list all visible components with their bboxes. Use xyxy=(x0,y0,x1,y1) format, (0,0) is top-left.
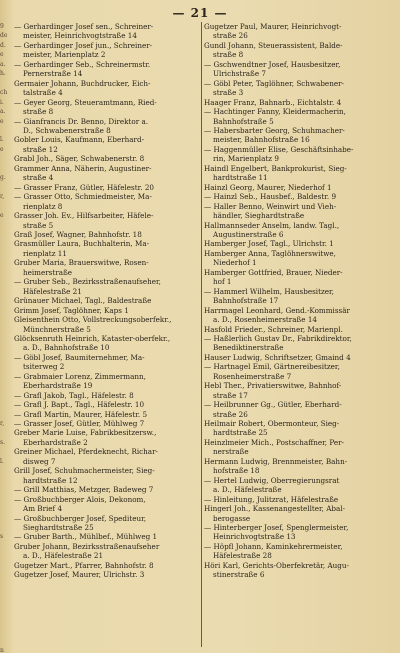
directory-entry-line: tsiterweg 2 xyxy=(23,362,65,372)
directory-entry-line: Hainzl Georg, Maurer, Niederhof 1 xyxy=(204,182,332,192)
directory-entry-line: Sieghardtstraße 25 xyxy=(23,523,94,533)
margin-fragment: a. xyxy=(0,108,6,116)
directory-entry-line: Eberhardstraße 2 xyxy=(23,437,88,447)
directory-entry-line: rin, Marienplatz 9 xyxy=(213,154,279,164)
margin-fragment: e xyxy=(0,51,4,59)
directory-entry-line: — Hainzl Seb., Hausbef., Baldestr. 9 xyxy=(204,192,337,202)
margin-fragment xyxy=(0,476,12,485)
directory-entry-line: Gugetzer Josef, Maurer, Ulrichstr. 3 xyxy=(14,570,145,580)
directory-entry-line: — Gerhardinger Josef sen., Schreiner- xyxy=(14,22,154,31)
directory-entry-line: Häfelestraße 21 xyxy=(23,286,82,296)
directory-entry-line: händler, Sieghardtstraße xyxy=(213,211,305,221)
directory-entry-line: Grill Josef, Schuhmachermeister, Sieg- xyxy=(14,466,155,476)
directory-entry-line: a. D., Rosenheimerstraße 14 xyxy=(213,315,317,325)
margin-fragment xyxy=(0,561,12,570)
directory-entry-line: Heilmair Robert, Obermonteur, Sieg- xyxy=(204,419,340,429)
directory-entry-line: a. D., Häfelestraße xyxy=(213,485,282,495)
directory-entry-line: Greber Marie Luise, Fabrikbesitzersw., xyxy=(14,428,157,438)
directory-entry-line: — Göbl Peter, Taglöhner, Schwabener- xyxy=(204,78,344,88)
margin-fragment xyxy=(0,608,12,617)
directory-entry-line: Gugetzer Paul, Maurer, Heinrichvogt- xyxy=(204,22,342,31)
directory-entry-line: D., Schwabenerstraße 8 xyxy=(23,125,111,135)
directory-entry-line: disweg 7 xyxy=(23,456,56,466)
directory-entry-line: — Hachtinger Fanny, Kleidermacherin, xyxy=(204,107,346,117)
directory-entry-line: Gobler Louis, Kaufmann, Eberhard- xyxy=(14,135,145,145)
margin-fragment: e xyxy=(0,117,4,125)
directory-entry-line: — Gruber Seb., Bezirksstraßenaufseher, xyxy=(14,277,161,287)
directory-entry-line: talstraße 4 xyxy=(23,88,63,98)
directory-entry-line: Augustinerstraße 6 xyxy=(213,229,284,239)
directory-entry-line: — Hammerl Wilhelm, Hausbesitzer, xyxy=(204,286,334,296)
margin-fragment xyxy=(0,343,12,352)
directory-entry-line: — Grabmaier Lorenz, Zimmermann, xyxy=(14,371,146,381)
directory-entry-line: — Höpfl Johann, Kaminkehrermeister, xyxy=(204,541,343,551)
directory-entry-line: straße 12 xyxy=(23,144,58,154)
directory-entry-line: straße 3 xyxy=(213,88,244,98)
directory-entry-line: a. D., Bahnhofstraße 10 xyxy=(23,343,110,353)
directory-entry-line: Rosenheimerstraße 7 xyxy=(213,371,292,381)
margin-fragment xyxy=(0,466,12,475)
margin-fragment xyxy=(0,362,12,371)
margin-fragment xyxy=(0,221,12,230)
directory-entry-line: heimerstraße xyxy=(23,267,73,277)
directory-entry-line: Hamberger Josef, Tagl., Ulrichstr. 1 xyxy=(204,239,334,249)
directory-entry-line: meister, Heinrichvogtstraße 14 xyxy=(23,31,137,41)
directory-entry-line: Hamberger Anna, Taglöhnerswitwe, xyxy=(204,248,336,258)
directory-entry-line: — Grasser Otto, Schmiedmeister, Ma- xyxy=(14,192,152,202)
directory-entry-line: straße 8 xyxy=(213,50,244,60)
directory-entry-line: Bahnhofstraße 5 xyxy=(213,116,274,126)
directory-entry-line: Grasmüller Laura, Buchhalterin, Ma- xyxy=(14,239,150,249)
margin-fragment: r, xyxy=(0,193,5,201)
margin-fragment xyxy=(0,636,12,645)
directory-entry-line: Grünauer Michael, Tagl., Baldestraße xyxy=(14,296,152,306)
margin-fragment xyxy=(0,589,12,598)
margin-fragment xyxy=(0,268,12,277)
directory-entry-line: Heinzlmeier Mich., Postschaffner, Per- xyxy=(204,437,344,447)
margin-fragment: s. xyxy=(0,438,5,446)
directory-entry-line: — Haller Benno, Weinwirt und Vieh- xyxy=(204,201,337,211)
margin-fragment xyxy=(0,325,12,334)
directory-entry-line: Ulrichstraße 7 xyxy=(213,69,266,79)
directory-entry-line: meister, Marienplatz 2 xyxy=(23,50,106,60)
directory-entry-line: Graß Josef, Wagner, Bahnhofstr. 18 xyxy=(14,229,142,239)
margin-fragment xyxy=(0,353,12,362)
margin-fragment: de xyxy=(0,32,8,40)
margin-fragment xyxy=(0,410,12,419)
directory-entry-line: Pernerstraße 14 xyxy=(23,69,83,79)
directory-entry-line: Gruber Johann, Bezirksstraßenaufseher xyxy=(14,541,160,551)
directory-entry-line: — Grasser Josef, Gütler, Mühlweg 7 xyxy=(14,419,145,429)
left-column xyxy=(14,22,200,649)
margin-fragment xyxy=(0,230,12,239)
directory-entry-line: Haindl Engelbert, Bankprokurist, Sieg- xyxy=(204,163,347,173)
margin-fragment: s xyxy=(0,533,4,541)
directory-entry-line: straße 8 xyxy=(23,107,54,117)
directory-entry-line: — Hinleitung, Julitzrat, Häfelestraße xyxy=(204,494,339,504)
directory-entry-line: Eberhardstraße 19 xyxy=(23,381,93,391)
directory-entry-line: Hasfold Frieder., Schreiner, Marienpl. xyxy=(204,324,343,334)
margin-fragment xyxy=(0,79,12,88)
directory-entry-line: — Hartnagel Emil, Gärtnereibesitzer, xyxy=(204,362,340,372)
directory-entry-line: Gundl Johann, Steuerassistent, Balde- xyxy=(204,40,343,50)
directory-entry-line: — Grafl Jakob, Tagl., Häfelestr. 8 xyxy=(14,390,134,400)
directory-entry-line: — Großbuchberger Josef, Spediteur, xyxy=(14,513,147,523)
directory-entry-line: Germaier Johann, Buchdrucker, Eich- xyxy=(14,78,151,88)
directory-entry-line: rienplatz 11 xyxy=(23,248,67,258)
directory-entry-line: Am Brief 4 xyxy=(23,504,63,514)
directory-entry-line: hofstraße 18 xyxy=(213,466,260,476)
margin-fragment: e xyxy=(0,212,4,220)
margin-fragment xyxy=(0,599,12,608)
directory-entry-line: meister, Bahnhofstraße 16 xyxy=(213,135,310,145)
directory-entry-line: Grabl Joh., Säger, Schwabenerstr. 8 xyxy=(14,154,145,164)
margin-fragment xyxy=(0,164,12,173)
margin-fragment: h. xyxy=(0,70,6,78)
right-column xyxy=(204,22,396,649)
margin-fragment xyxy=(0,372,12,381)
margin-fragment xyxy=(0,447,12,456)
margin-fragment xyxy=(0,296,12,305)
margin-fragment xyxy=(0,495,12,504)
margin-fragment xyxy=(0,391,12,400)
margin-fragment xyxy=(0,183,12,192)
directory-entry-line: — Göbl Josef, Baumiternehmer, Ma- xyxy=(14,352,145,362)
directory-entry-line: — Grafl Martin, Maurer, Häfelestr. 5 xyxy=(14,409,148,419)
directory-entry-line: Heinrichvogtstraße 13 xyxy=(213,532,296,542)
directory-entry-line: — Hinterberger Josef, Spenglermeister, xyxy=(204,523,349,533)
margin-fragment xyxy=(0,580,12,589)
margin-fragment xyxy=(0,400,12,409)
directory-entry-line: a. D., Häfelestraße 21 xyxy=(23,551,104,561)
directory-entry-line: — Habersbarter Georg, Schuhmacher- xyxy=(204,125,345,135)
page-number: — 21 — xyxy=(172,6,228,20)
margin-fragment: e xyxy=(0,145,4,153)
directory-entry-line: berogasse xyxy=(213,513,251,523)
directory-entry-line: straße 4 xyxy=(23,173,54,183)
directory-entry-line: Grasser Joh. Ev., Hilfsarbeiter, Häfele- xyxy=(14,211,154,221)
directory-entry-line: Hauser Ludwig, Schriftsetzer, Gmaind 4 xyxy=(204,352,351,362)
margin-fragment xyxy=(0,485,12,494)
directory-entry-line: Höri Karl, Gerichts-Oberfekretär, Augu- xyxy=(204,560,349,570)
directory-entry-line: — Grill Matthias, Metzger, Badeweg 7 xyxy=(14,485,154,495)
directory-entry-line: nerstraße xyxy=(213,447,249,457)
margin-fragment xyxy=(0,287,12,296)
directory-entry-line: Bahnhofstraße 17 xyxy=(213,296,279,306)
directory-entry-line: Niederhof 1 xyxy=(213,258,257,268)
margin-fragment xyxy=(0,627,12,636)
directory-entry-line: — Gerhardinger Seb., Schreinermstr. xyxy=(14,59,151,69)
directory-entry-line: Grammer Anna, Näherin, Augustiner- xyxy=(14,163,152,173)
margin-fragment xyxy=(0,381,12,390)
directory-entry-line: Greiner Michael, Pferdeknecht, Richar- xyxy=(14,447,158,457)
margin-fragment: l. xyxy=(0,136,4,144)
margin-fragment: r, xyxy=(0,420,5,428)
directory-entry-line: Haager Franz, Bahnarb., Eichtalstr. 4 xyxy=(204,97,342,107)
margin-fragment xyxy=(0,306,12,315)
margin-fragment: d. xyxy=(0,41,6,49)
directory-entry-line: Gugetzer Mart., Pfarrer, Bahnhofstr. 8 xyxy=(14,560,154,570)
margin-fragment: l. xyxy=(0,457,4,465)
directory-entry-line: Grimm Josef, Taglöhner, Kaps 1 xyxy=(14,305,129,315)
directory-entry-line: — Haßlerlich Gustav Dr., Fabrikdirektor, xyxy=(204,333,352,343)
directory-entry-line: hardtstraße 11 xyxy=(213,173,268,183)
margin-fragment xyxy=(0,570,12,579)
margin-fragment xyxy=(0,514,12,523)
directory-entry-line: hardtstraße 25 xyxy=(213,428,268,438)
margin-fragment xyxy=(0,551,12,560)
directory-entry-line: — Gerhardinger Josef jun., Schreiner- xyxy=(14,40,153,50)
margin-fragment: ch xyxy=(0,89,8,97)
margin-fragment xyxy=(0,504,12,513)
directory-entry-line: straße 5 xyxy=(23,220,54,230)
margin-fragment: i. xyxy=(0,98,4,106)
margin-fragment xyxy=(0,542,12,551)
directory-entry-line: — Heilbrunner Gg., Gütler, Eberhard- xyxy=(204,400,342,410)
directory-entry-line: Münchnerstraße 5 xyxy=(23,324,91,334)
margin-fragment: n xyxy=(0,646,4,653)
directory-entry-line: Hingerl Joh., Kassenangestellter, Abal- xyxy=(204,504,346,514)
margin-fragment: a. xyxy=(0,60,6,68)
margin-fragment xyxy=(0,154,12,163)
directory-entry-line: Hermann Ludwig, Brennmeister, Bahn- xyxy=(204,456,348,466)
directory-entry-line: hof 1 xyxy=(213,277,232,287)
directory-entry-line: Gleisenthein Otto, Vollstreckungsoberfekr., xyxy=(14,315,172,325)
directory-entry-line: — Geyer Georg, Steueramtmann, Ried- xyxy=(14,97,157,107)
margin-fragment xyxy=(0,202,12,211)
directory-entry-line: — Grasser Franz, Gütler, Häfelestr. 20 xyxy=(14,182,154,192)
directory-entry-line: — Gruber Barth., Mühlbef., Mühlweg 1 xyxy=(14,532,158,542)
directory-entry-line: — Großbuchberger Alois, Dekonom, xyxy=(14,494,146,504)
directory-entry-line: Harrmagel Leonhard, Gend.-Kommissär xyxy=(204,305,350,315)
margin-fragment xyxy=(0,249,12,258)
directory-entry-line: — Gschwendtner Josef, Hausbesitzer, xyxy=(204,59,341,69)
margin-fragment xyxy=(0,315,12,324)
margin-fragment xyxy=(0,618,12,627)
margin-fragment xyxy=(0,277,12,286)
directory-entry-line: hardtstraße 12 xyxy=(23,475,78,485)
directory-entry-line: Häfelestraße 28 xyxy=(213,551,272,561)
margin-fragment xyxy=(0,428,12,437)
directory-entry-line: straße 26 xyxy=(213,31,248,41)
margin-fragment: g. xyxy=(0,174,6,182)
margin-fragment xyxy=(0,258,12,267)
directory-entry-line: — Grafl J. Bapt., Tagl., Häfelestr. 10 xyxy=(14,400,145,410)
margin-fragment xyxy=(0,334,12,343)
column-divider xyxy=(201,22,202,647)
directory-entry-line: Hallmannseder Anselm, landw. Tagl., xyxy=(204,220,340,230)
directory-entry-line: stinerstraße 6 xyxy=(213,570,265,580)
left-margin-fragments xyxy=(0,22,12,653)
directory-entry-line: — Gianfrancis Dr. Benno, Direktor a. xyxy=(14,116,149,126)
directory-entry-line: Gruber Maria, Brauerswitwe, Rosen- xyxy=(14,258,149,268)
directory-entry-line: straße 17 xyxy=(213,390,248,400)
directory-entry-line: Hebl Ther., Privatierswitwe, Bahnhof- xyxy=(204,381,342,391)
directory-entry-line: rienplatz 8 xyxy=(23,201,63,211)
margin-fragment: 9 xyxy=(0,23,4,30)
directory-entry-line: Glöcksenruth Heinrich, Kataster-oberfekr., xyxy=(14,333,171,343)
directory-entry-line: straße 26 xyxy=(213,409,248,419)
directory-entry-line: Hamberger Gottfried, Brauer, Nieder- xyxy=(204,267,343,277)
directory-entry-line: — Hertel Ludwig, Oberregierungsrat xyxy=(204,475,340,485)
margin-fragment xyxy=(0,239,12,248)
directory-entry-line: Benediktinerstraße xyxy=(213,343,284,353)
margin-fragment xyxy=(0,523,12,532)
directory-entry-line: — Haggenmüller Elise, Geschäftsinhabe- xyxy=(204,144,354,154)
margin-fragment xyxy=(0,126,12,135)
